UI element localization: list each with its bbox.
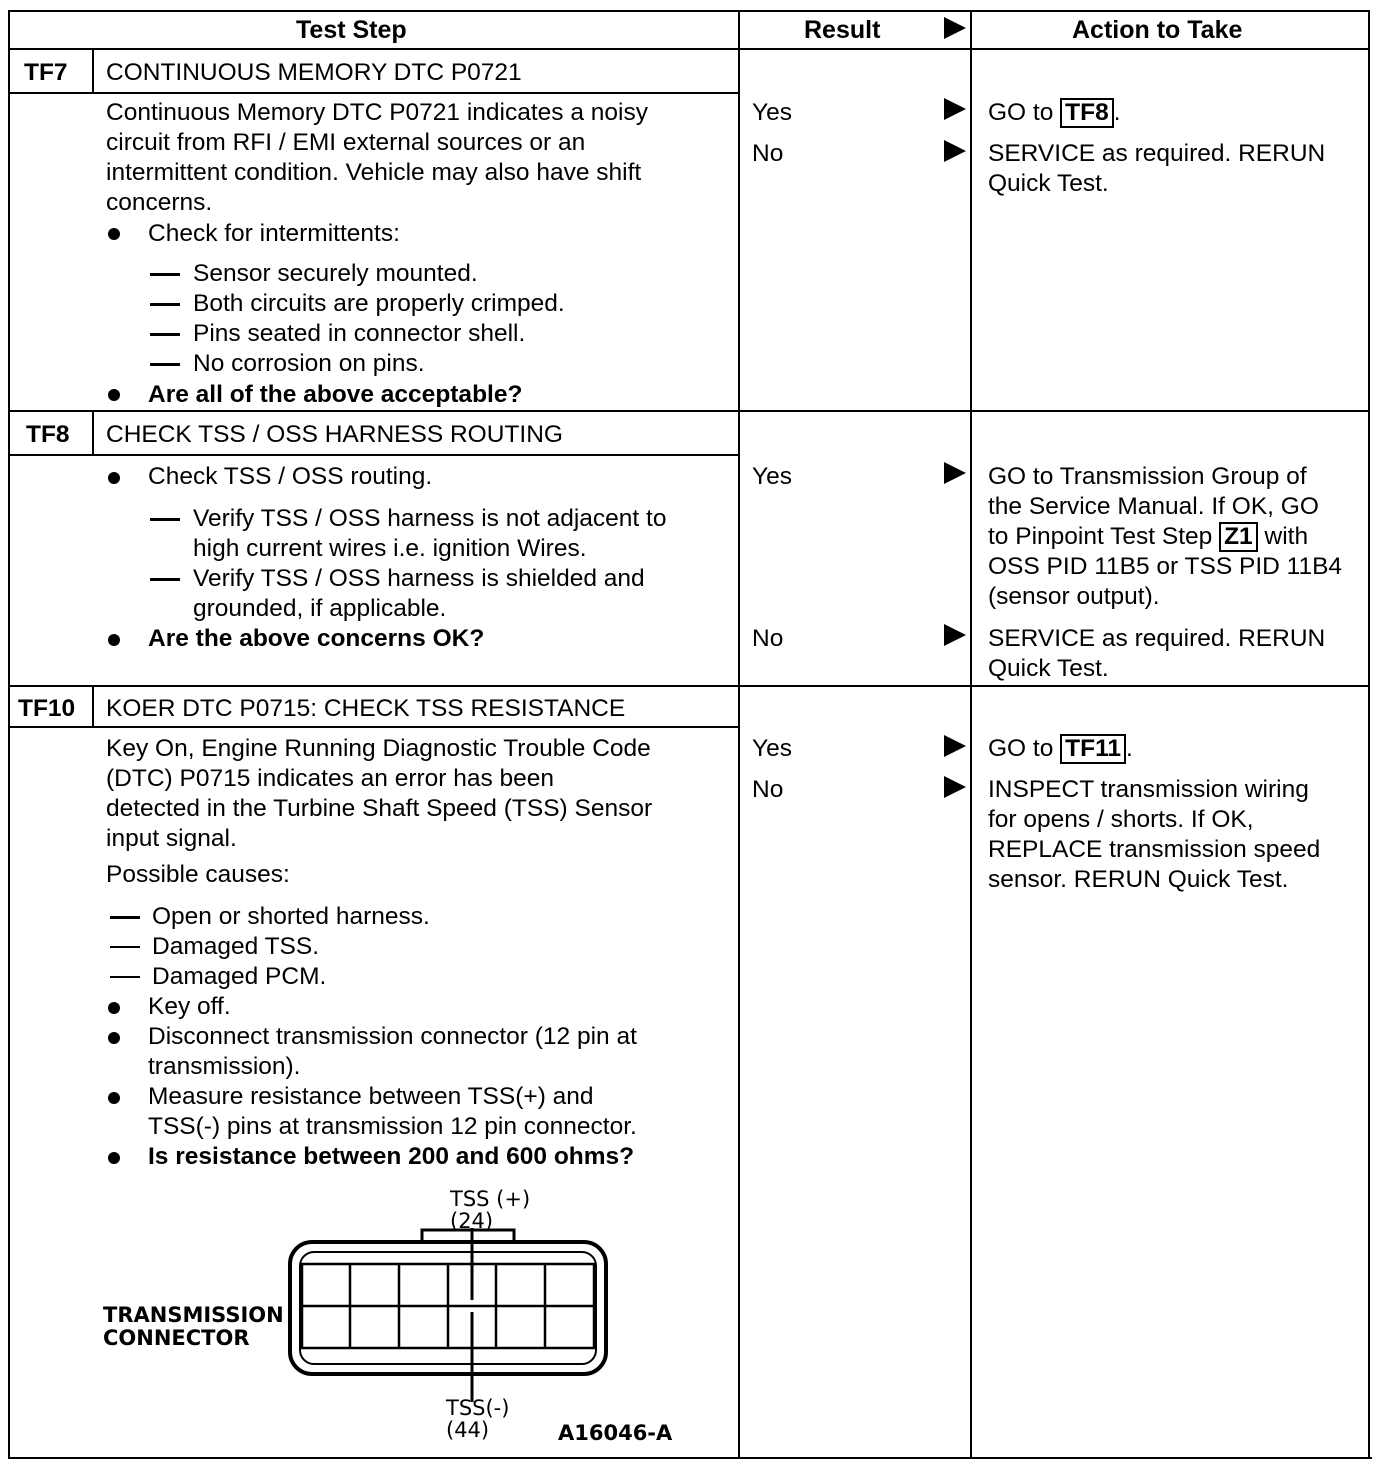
bullet-icon [108,1002,120,1014]
tf8-yes-action-line [988,522,1308,552]
tf10-result-yes: Yes [752,735,792,762]
tf7-result-yes: Yes [752,99,792,126]
tf10-question: Is resistance between 200 and 600 ohms? [148,1143,635,1170]
header-action: Action to Take [1072,16,1243,44]
tf8-yes-action-l3-prefix: to Pinpoint Test Step [988,523,1213,550]
dash-icon [150,303,180,306]
tf8-result-no: No [752,625,784,652]
tf7-bullet-text: Check for intermittents: [148,220,400,247]
tf7-yes-action-suffix: . [1113,99,1121,126]
connector-label-line2: CONNECTOR [103,1326,250,1350]
tf10-desc-line: Key On, Engine Running Diagnostic Trouble Code [106,735,651,762]
header-arrow-icon [944,17,966,39]
tf7-dash-item: No corrosion on pins. [193,350,425,377]
tf7-no-action-line: Quick Test. [988,170,1109,197]
tf10-causes-label: Possible causes: [106,861,290,888]
arrow-right-icon [944,735,966,757]
bullet-icon [108,228,120,240]
tss-minus-pin: (44) [446,1418,490,1442]
tf8-dash-line: Verify TSS / OSS harness is not adjacent to [193,505,667,532]
tf10-bullet-text: Measure resistance between TSS(+) and [148,1083,594,1110]
bullet-icon [108,389,120,401]
tf10-yes-action [988,734,1133,764]
tf7-desc-line: concerns. [106,189,213,216]
arrow-right-icon [944,98,966,120]
tf7-desc-line: circuit from RFI / EMI external sources or an [106,129,586,156]
tf8-goto-ref-link[interactable]: Z1 [1219,522,1258,552]
dash-icon [110,976,140,978]
tf7-dash-item: Pins seated in connector shell. [193,320,526,347]
tf8-dash-line: high current wires i.e. ignition Wires. [193,535,587,562]
header-test-step: Test Step [296,16,407,44]
dash-icon [110,916,140,919]
tf8-yes-action-l3-suffix: with [1264,523,1309,550]
header-result: Result [804,16,881,44]
bullet-icon [108,634,120,646]
dash-icon [150,518,180,521]
tf10-no-action-line: INSPECT transmission wiring [988,776,1309,803]
tss-plus-label: TSS (+) [450,1187,531,1211]
tf7-desc-line: intermittent condition. Vehicle may also have shift [106,159,642,186]
arrow-right-icon [944,140,966,162]
dash-icon [150,333,180,336]
tf10-title: KOER DTC P0715: CHECK TSS RESISTANCE [106,695,626,722]
dash-icon [150,363,180,366]
tf10-result-no: No [752,776,784,803]
tf8-step-id: TF8 [26,421,70,448]
tf10-no-action-line: sensor. RERUN Quick Test. [988,866,1289,893]
tf8-no-action-line: SERVICE as required. RERUN [988,625,1326,652]
tf10-yes-action-suffix: . [1126,735,1133,762]
dash-icon [110,946,140,948]
tf10-desc-line: (DTC) P0715 indicates an error has been [106,765,555,792]
dash-icon [150,273,180,276]
tf10-desc-line: detected in the Turbine Shaft Speed (TSS) Sensor [106,795,653,822]
tf7-desc-line: Continuous Memory DTC P0721 indicates a noisy [106,99,648,126]
figure-id: A16046-A [558,1421,673,1445]
tf10-no-action-line: for opens / shorts. If OK, [988,806,1254,833]
tf7-step-id: TF7 [24,59,68,86]
tf8-result-yes: Yes [752,463,792,490]
connector-label-line1: TRANSMISSION [103,1303,284,1327]
tf10-bullet-text: Key off. [148,993,231,1020]
tf8-dash-line: Verify TSS / OSS harness is shielded and [193,565,645,592]
tf10-yes-action-prefix: GO to [988,735,1054,762]
dash-icon [150,578,180,581]
bullet-icon [108,1032,120,1044]
arrow-right-icon [944,462,966,484]
tf8-yes-action-line: the Service Manual. If OK, GO [988,493,1319,520]
connector-diagram [90,1180,690,1450]
tf7-no-action-line: SERVICE as required. RERUN [988,140,1326,167]
tf7-yes-action-prefix: GO to [988,99,1054,126]
tf10-desc-line: input signal. [106,825,237,852]
tf10-bullet-text: Disconnect transmission connector (12 pin at [148,1023,637,1050]
arrow-right-icon [944,776,966,798]
tf8-bullet-text: Check TSS / OSS routing. [148,463,433,490]
bullet-icon [108,472,120,484]
tf7-dash-item: Both circuits are properly crimped. [193,290,565,317]
tf8-yes-action-line: OSS PID 11B5 or TSS PID 11B4 [988,553,1343,580]
tf8-title: CHECK TSS / OSS HARNESS ROUTING [106,421,563,448]
tf10-cause-item: Damaged PCM. [152,963,327,990]
tf7-title: CONTINUOUS MEMORY DTC P0721 [106,59,522,86]
tf7-question: Are all of the above acceptable? [148,381,523,408]
tf10-no-action-line: REPLACE transmission speed [988,836,1321,863]
tf8-no-action-line: Quick Test. [988,655,1109,682]
tf10-step-id: TF10 [18,695,76,722]
tf8-question: Are the above concerns OK? [148,625,485,652]
tf10-bullet-text: TSS(-) pins at transmission 12 pin connector. [148,1113,637,1140]
tf10-goto-ref-link[interactable]: TF11 [1060,734,1126,764]
bullet-icon [108,1092,120,1104]
tss-minus-label: TSS(-) [446,1396,510,1420]
tf10-cause-item: Open or shorted harness. [152,903,430,930]
tss-plus-pin: (24) [450,1209,494,1233]
tf8-dash-line: grounded, if applicable. [193,595,447,622]
bullet-icon [108,1152,120,1164]
tf10-bullet-text: transmission). [148,1053,301,1080]
arrow-right-icon [944,624,966,646]
tf8-yes-action-line: GO to Transmission Group of [988,463,1307,490]
tf7-goto-ref-link[interactable]: TF8 [1060,98,1114,128]
tf8-yes-action-line: (sensor output). [988,583,1160,610]
tf7-result-no: No [752,140,784,167]
tf7-yes-action [988,98,1121,128]
tf7-dash-item: Sensor securely mounted. [193,260,478,287]
tf10-cause-item: Damaged TSS. [152,933,320,960]
